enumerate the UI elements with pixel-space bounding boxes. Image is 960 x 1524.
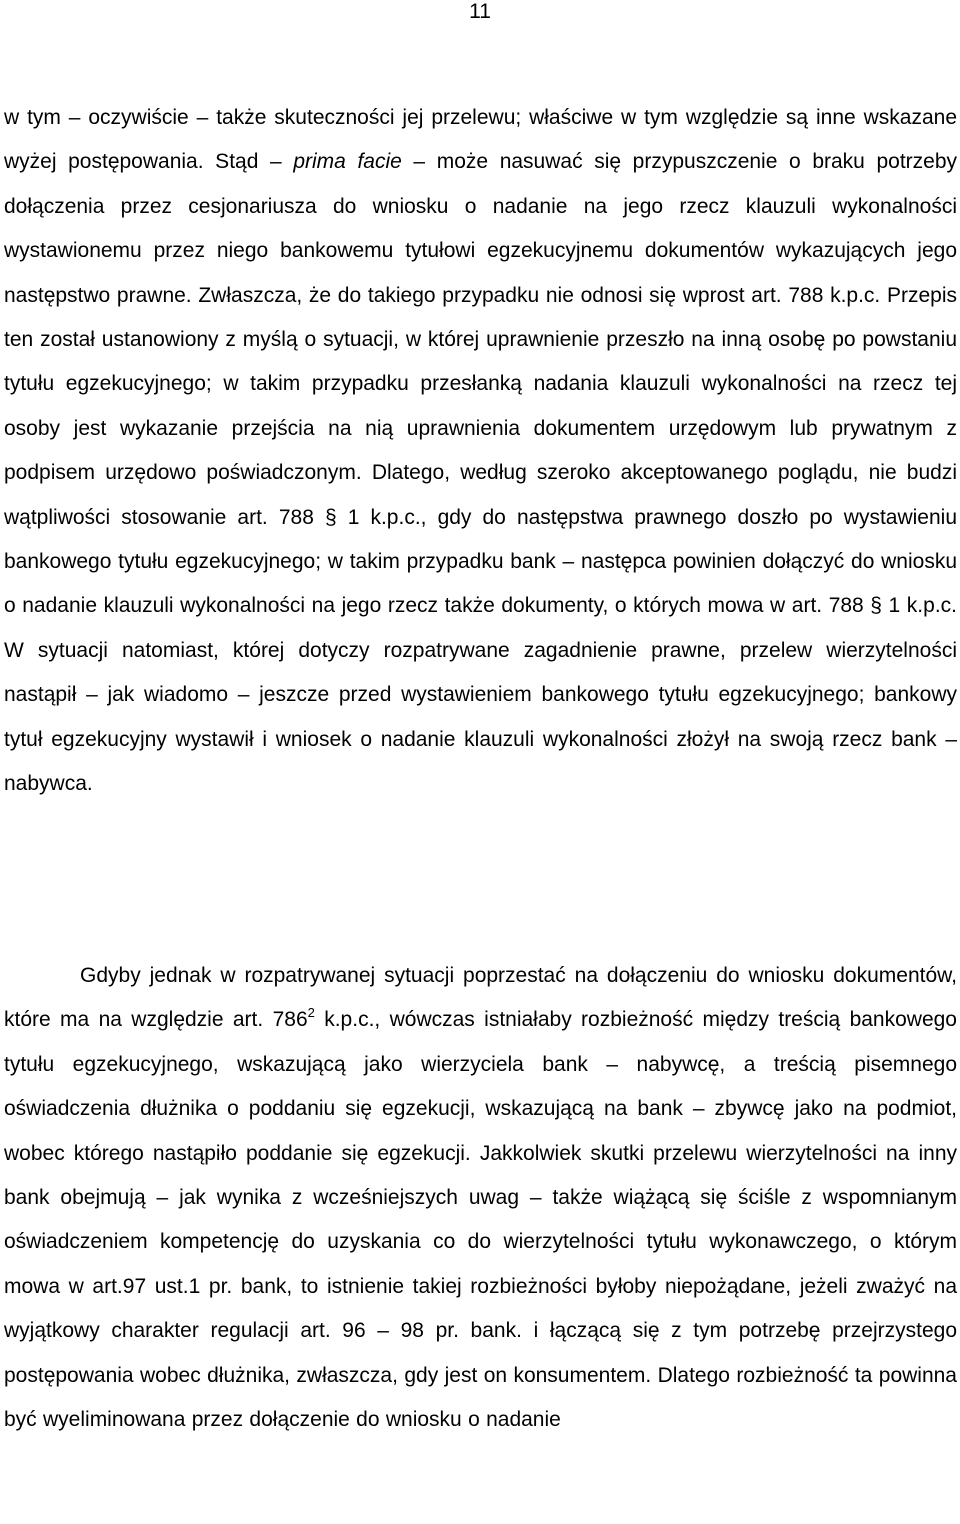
paragraph-text: – może nasuwać się przypuszczenie o braku potrzeby dołączenia przez cesjonariusza do wniosku o nadanie na jego rzecz klauzuli wykonalności wystawionemu przez niego bankowemu tytułowi egzekucyjnemu dokumentów wykazujących jego następstwo prawne. Zwłaszcza, że do takiego przypadku nie odnosi się wprost art. 788 k.p.c. Przepis ten został ustanowiony z myślą o sytuacji, w której uprawnienie przeszło na inną osobę po powstaniu tytułu egzekucyjnego; w takim przypadku przesłanką nadania klauzuli wykonalności na rzecz tej osoby jest wykazanie przejścia na nią uprawnienia dokumentem urzędowym lub prywatnym z podpisem urzędowo poświadczonym. Dlatego, według szeroko akceptowanego poglądu, nie budzi wątpliwości stosowanie art. 788 § 1 k.p.c., gdy do następstwa prawnego doszło po wystawieniu bankowego tytułu egzekucyjnego; w takim przypadku bank – następca powinien dołączyć do wniosku o nadanie klauzuli wykonalności na jego rzecz także dokumenty, o których mowa w art. 788 § 1 k.p.c. W sytuacji natomiast, której dotyczy rozpatrywane zagadnienie prawne, przelew wierzytelności nastąpił – jak wiadomo – jeszcze przed wystawieniem bankowego tytułu egzekucyjnego; bankowy tytuł egzekucyjny wystawił i wniosek o nadanie klauzuli wykonalności złożył na swoją rzecz bank – nabywca. xyxy=(4,150,958,796)
body-paragraph xyxy=(4,954,957,1442)
page-number: 11 xyxy=(469,0,491,23)
paragraph-text: Gdyby jednak w rozpatrywanej sytuacji poprzestać na dołączeniu do wniosku dokumentów, które ma na względzie art. 786 xyxy=(4,964,957,1032)
body-paragraph xyxy=(4,96,957,807)
latin-phrase: prima facie xyxy=(293,150,402,174)
paragraph-text: k.p.c., wówczas istniałaby rozbieżność między treścią bankowego tytułu egzekucyjnego, wskazującą jako wierzyciela bank – nabywcę, a treścią pisemnego oświadczenia dłużnika o poddaniu się egzekucji, wskazującą na bank – zbywcę jako na podmiot, wobec którego nastąpiło poddanie się egzekucji. Jakkolwiek skutki przelewu wierzytelności na inny bank obejmują – jak wynika z wcześniejszych uwag – także wiążącą się ściśle z wspomnianym oświadczeniem kompetencję do uzyskania co do wierzytelności tytułu wykonawczego, o którym mowa w art.97 ust.1 pr. bank, to istnienie takiej rozbieżności byłoby niepożądane, jeżeli zważyć na wyjątkowy charakter regulacji art. 96 – 98 pr. bank. i łączącą się z tym potrzebę przejrzystego postępowania wobec dłużnika, zwłaszcza, gdy jest on konsumentem. Dlatego rozbieżność ta powinna być wyeliminowana przez dołączenie do wniosku o nadanie xyxy=(4,1008,957,1432)
paragraph-text: w tym – oczywiście – także skuteczności jej przelewu; właściwe w tym względzie są inne wskazane wyżej postępowania. Stąd – xyxy=(4,106,957,174)
article-superscript: 2 xyxy=(307,1005,315,1021)
